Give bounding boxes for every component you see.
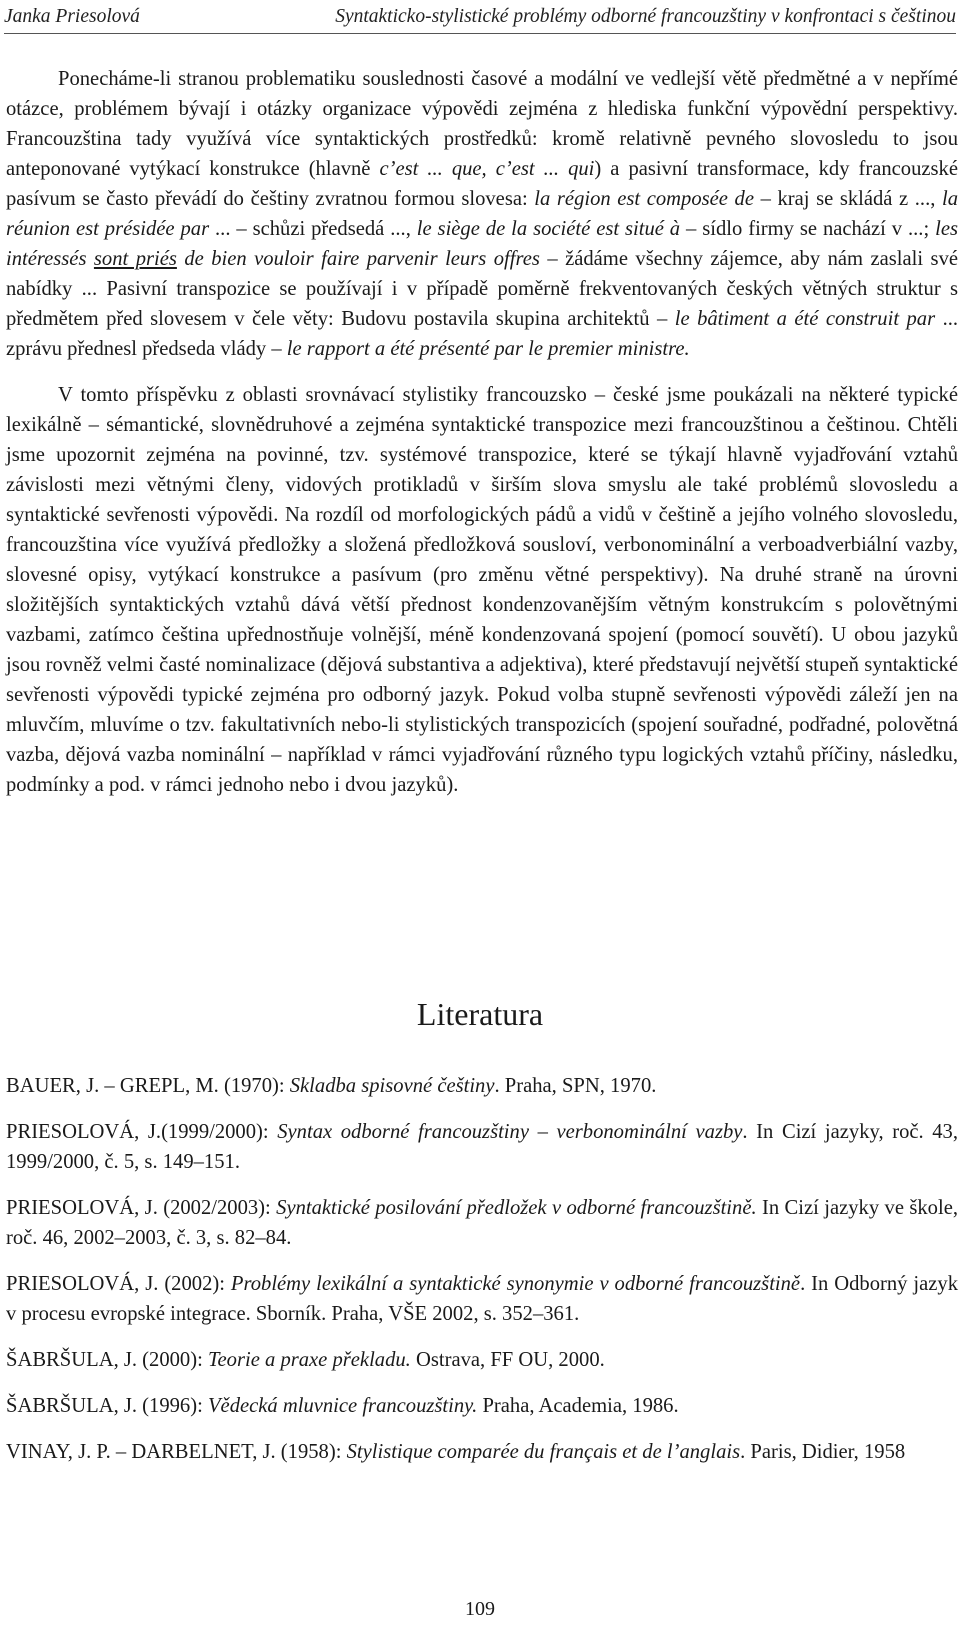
italic-phrase: le rapport a été présenté par le premier ministre. xyxy=(286,338,690,360)
reference-item xyxy=(6,1071,958,1101)
italic-phrase: le siège de la société est situé à xyxy=(416,218,681,240)
italic-phrase: Syntax odborné francouzštiny – verbonominální vazby xyxy=(277,1121,743,1143)
italic-phrase: la réunion est présidée par xyxy=(6,188,958,240)
text-run: – kraj se skládá z ..., xyxy=(753,188,942,210)
reference-item xyxy=(6,1117,958,1177)
reference-item xyxy=(6,1193,958,1253)
header-rule xyxy=(4,33,956,34)
italic-phrase: Vědecká mluvnice francouzštiny. xyxy=(207,1395,478,1417)
text-run: PRIESOLOVÁ, J.(1999/2000): xyxy=(6,1121,278,1143)
text-run: . In Cizí jazyky, roč. 43, 1999/2000, č. 5, s. 149–151. xyxy=(6,1121,959,1173)
text-run: ŠABRŠULA, J. (2000): xyxy=(6,1349,208,1371)
text-run: Ostrava, FF OU, 2000. xyxy=(410,1349,605,1371)
italic-phrase: Skladba spisovné češtiny xyxy=(289,1075,495,1097)
text-run: ... – schůzi předsedá ..., xyxy=(209,218,417,240)
italic-phrase: Problémy lexikální a syntaktické synonymie v odborné francouzštině xyxy=(230,1273,801,1295)
reference-item xyxy=(6,1437,958,1467)
text-run: – sídlo firmy se nachází v ...; xyxy=(680,218,936,240)
reference-item xyxy=(6,1345,958,1375)
text-run: PRIESOLOVÁ, J. (2002/2003): xyxy=(6,1197,277,1219)
text-run: BAUER, J. – GREPL, M. (1970): xyxy=(6,1075,290,1097)
running-header xyxy=(4,4,956,30)
italic-phrase: de bien vouloir faire parvenir leurs offres xyxy=(176,248,540,270)
italic-phrase: Syntaktické posilování předložek v odborné francouzštině. xyxy=(276,1197,757,1219)
italic-phrase: Stylistique comparée du français et de l’anglais xyxy=(346,1441,741,1463)
reference-item xyxy=(6,1269,958,1329)
text-run: – žádáme všechny zájemce, aby nám zaslali své nabídky ... Pasivní transpozice se používají i v případě poměrně frekventovaných českých větných struktur s předmětem před slovesem v čele věty: Budovu postavila skupina architektů – xyxy=(6,248,959,330)
body-text xyxy=(6,64,958,816)
italic-phrase: le bâtiment a été construit par xyxy=(674,308,936,330)
paragraph-passive-transposition xyxy=(6,64,958,364)
italic-phrase: Teorie a praxe překladu. xyxy=(207,1349,411,1371)
text-run: ) a pasivní transformace, kdy francouzské pasívum se často převádí do češtiny zvratnou formou slovesa: xyxy=(6,158,958,210)
paragraph-conclusion xyxy=(6,380,958,800)
text-run: ŠABRŠULA, J. (1996): xyxy=(6,1395,208,1417)
literature-heading: Literatura xyxy=(416,996,544,1032)
text-run: . Paris, Didier, 1958 xyxy=(740,1441,906,1463)
underlined-italic-phrase: sont priés xyxy=(93,248,177,270)
italic-phrase: la région est composée de xyxy=(534,188,754,210)
reference-item xyxy=(6,1391,958,1421)
text-run: Ponecháme-li stranou problematiku souslednosti časové a modální ve vedlejší větě předmětné a v nepřímé otázce, problémem bývají i otázky organizace výpovědi zejména z hlediska funkční výpovědní perspektivy. Francouzština tady využívá více syntaktických prostředků: kromě relativně pevného slovosledu to jsou anteponované vytýkací konstrukce (hlavně xyxy=(6,68,958,180)
text-run: ... zprávu přednesl předseda vlády – xyxy=(6,308,959,360)
reference-list xyxy=(6,1071,958,1483)
text-run: . Praha, SPN, 1970. xyxy=(494,1075,657,1097)
italic-phrase: c’est ... que, c’est ... qui xyxy=(379,158,595,180)
text-run: V tomto příspěvku z oblasti srovnávací stylistiky francouzsko – české jsme poukázali na některé typické lexikálně – sémantické, slovnědruhové a zejména syntaktické transpozice mezi francouzštinou a češtinou. Chtěli jsme upozornit zejména na povinné, tzv. systémové transpozice, které se týkají hlavně vyjadřování vztahů závislosti mezi větnými členy, vidových protikladů v širším slova smyslu ale také problémů slovosledu a syntaktické sevřenosti výpovědi. Na rozdíl od morfologických pádů a vidů v češtině a jejího volného slovosledu, francouzština více využívá předložky a složená předložková sousloví, verbonominální a verboadverbiální vazby, slovesné opisy, vytýkací konstrukce a pasívum (pro změnu větné perspektivy). Na druhé straně na úrovni složitějších syntaktických vztahů dává větší přednost kondenzovanějším větným konstrukcím s polovětnými vazbami, zatímco čeština upřednostňuje volnější, méně kondenzovaná spojení (pomocí souvětí). U obou jazyků jsou rovněž velmi časté nominalizace (dějová substantiva a adjektiva), které představují největší stupeň syntaktické sevřenosti výpovědi typické zejména pro odborný jazyk. Pokud volba stupně sevřenosti výpovědi záleží jen na mluvčím, mluvíme o tzv. fakultativních nebo-li stylistických transpozicích (spojení souřadné, podřadné, polovětná vazba, dějová vazba nominální – například v rámci vyjadřování různého typu logických vztahů příčiny, následku, podmínky a pod. v rámci jednoho nebo i dvou jazyků). xyxy=(6,384,958,796)
header-author: Janka Priesolová xyxy=(4,6,140,27)
text-run: PRIESOLOVÁ, J. (2002): xyxy=(6,1273,231,1295)
text-run: In Cizí jazyky ve škole, roč. 46, 2002–2003, č. 3, s. 82–84. xyxy=(6,1197,958,1249)
header-title: Syntakticko-stylistické problémy odborné francouzštiny v konfrontaci s češtinou xyxy=(335,6,956,27)
text-run: . In Odborný jazyk v procesu evropské integrace. Sborník. Praha, VŠE 2002, s. 352–361. xyxy=(6,1273,958,1325)
italic-phrase: les intéressés xyxy=(6,218,958,270)
text-run: Praha, Academia, 1986. xyxy=(477,1395,679,1417)
page-number: 109 xyxy=(465,1598,495,1620)
text-run: VINAY, J. P. – DARBELNET, J. (1958): xyxy=(6,1441,347,1463)
